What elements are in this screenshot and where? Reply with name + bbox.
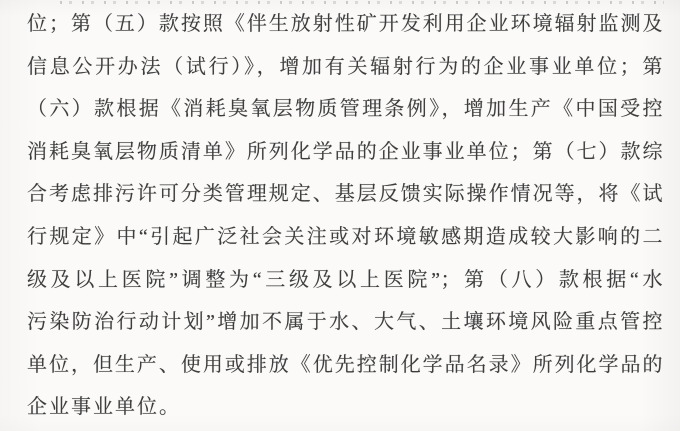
text-line-5: 合考虑排污许可分类管理规定、基层反馈实际操作情况等，将《试 — [27, 183, 663, 206]
document-text-block — [27, 3, 663, 429]
text-line-6: 行规定》中“引起广泛社会关注或对环境敏感期造成较大影响的二 — [27, 225, 663, 248]
text-line-1: 位；第（五）款按照《伴生放射性矿开发利用企业环境辐射监测及 — [27, 13, 663, 35]
text-line-10: 企业事业单位。 — [27, 396, 181, 419]
text-line-3: （六）款根据《消耗臭氧层物质管理条例》，增加生产《中国受控 — [27, 98, 663, 121]
text-line-9: 单位，但生产、使用或排放《优先控制化学品名录》所列化学品的 — [27, 353, 663, 376]
text-line-4: 消耗臭氧层物质清单》所列化学品的企业事业单位；第（七）款综 — [27, 140, 663, 163]
text-line-2: 信息公开办法（试行）》，增加有关辐射行为的企业事业单位；第 — [27, 55, 663, 78]
text-line-8: 污染防治行动计划”增加不属于水、大气、土壤环境风险重点管控 — [27, 311, 663, 334]
text-line-7: 级及以上医院”调整为“三级及以上医院”；第（八）款根据“水 — [27, 268, 663, 291]
